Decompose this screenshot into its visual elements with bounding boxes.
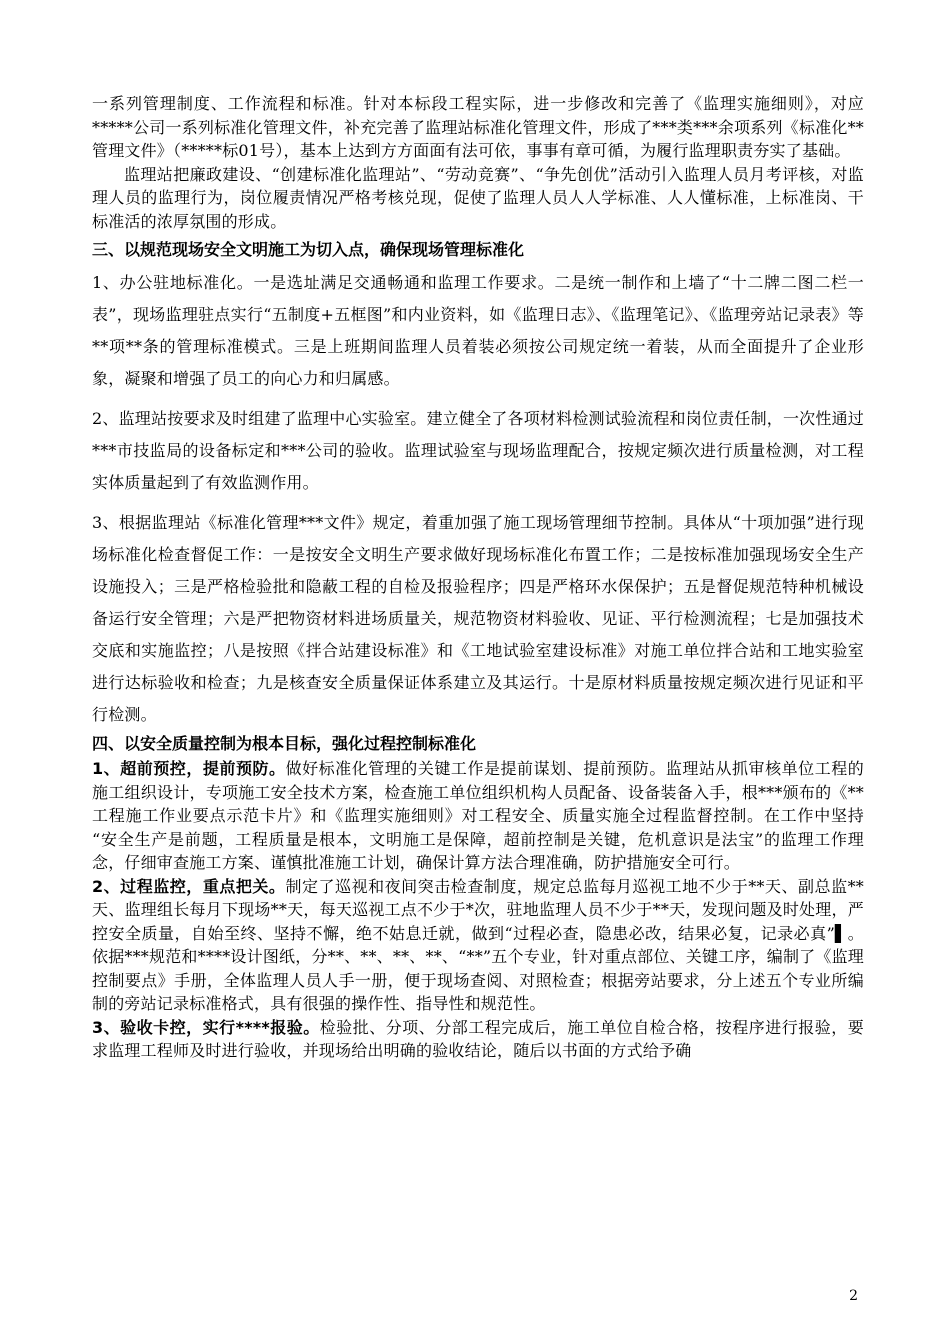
paragraph-office-standardization: 1、办公驻地标准化。一是选址满足交通畅通和监理工作要求。二是统一制作和上墙了“十二牌二图二栏一表”，现场监理驻点实行“五制度+五框图”和内业资料，如《监理日志》、《监理笔记》、《监理旁站记录表》等**项**条的管理标准模式。三是上班期间监理人员着装必须按公司规定统一着装，从而全面提升了企业形象，凝聚和增强了员工的向心力和归属感。 bbox=[92, 273, 864, 388]
paragraph-acceptance-control bbox=[92, 1016, 864, 1063]
section-heading-3: 三、以规范现场安全文明施工为切入点，确保现场管理标准化 bbox=[92, 240, 525, 259]
section-heading-4: 四、以安全质量控制为根本目标，强化过程控制标准化 bbox=[92, 734, 477, 753]
paragraph-ten-strengthenings: 3、根据监理站《标准化管理***文件》规定，着重加强了施工现场管理细节控制。具体从“十项加强”进行现场标准化检查督促工作：一是按安全文明生产要求做好现场标准化布置工作；二是按标准加强现场安全生产设施投入；三是严格检验批和隐蔽工程的自检及报验程序；四是严格环水保保护；五是督促规范特种机械设备运行安全管理；六是严把物资材料进场质量关，规范物资材料验收、见证、平行检测流程；七是加强技术交底和实施监控；八是按照《拌合站建设标准》和《工地试验室建设标准》对施工单位拌合站和工地实验室进行达标验收和检查；九是核查安全质量保证体系建立及其运行。十是原材料质量按规定频次进行见证和平行检测。 bbox=[92, 513, 864, 724]
paragraph-central-lab: 2、监理站按要求及时组建了监理中心实验室。建立健全了各项材料检测试验流程和岗位责任制，一次性通过***市技监局的设备标定和***公司的验收。监理试验室与现场监理配合，按规定频次进行质量检测，对工程实体质量起到了有效监测作用。 bbox=[92, 409, 864, 492]
paragraph-integrity-building: 监理站把廉政建设、“创建标准化监理站”、“劳动竞赛”、“争先创优”活动引入监理人员月考评核，对监理人员的监理行为，岗位履责情况严格考核兑现，促使了监理人员人人学标准、人人懂标准，上标准岗、干标准活的浓厚氛围的形成。 bbox=[92, 164, 864, 231]
paragraph-lead: 2、过程监控，重点把关。 bbox=[92, 876, 286, 896]
paragraph-body: 制定了巡视和夜间突击检查制度，规定总监每月巡视工地不少于**天、副总监**天、监理组长每月下现场**天，每天巡视工点不少于*次，驻地监理人员不少于**天，发现问题及时处理，严控安全质量，自始至终、坚持不懈，绝不姑息迁就，做到“过程必查，隐患必改，结果必复，记录必真”▌。依据***规范和****设计图纸，分**、**、**、**、“**”五个专业，针对重点部位、关键工序，编制了《监理控制要点》手册，全体监理人员人手一册，便于现场查阅、对照检查；根据旁站要求，分上述五个专业所编制的旁站记录标准格式，具有很强的操作性、指导性和规范性。 bbox=[92, 876, 864, 1013]
document-page bbox=[92, 92, 864, 1063]
paragraph-management-system: 一系列管理制度、工作流程和标准。针对本标段工程实际，进一步修改和完善了《监理实施细则》，对应*****公司一系列标准化管理文件，补充完善了监理站标准化管理文件，形成了***类***余项系列《标准化**管理文件》（*****标01号），基本上达到方方面面有法可依，事事有章可循，为履行监理职责夯实了基础。 bbox=[92, 94, 864, 160]
paragraph-lead: 1、超前预控，提前预防。 bbox=[92, 759, 286, 778]
paragraph-lead: 3、验收卡控，实行****报验。 bbox=[92, 1017, 320, 1037]
paragraph-body: 做好标准化管理的关键工作是提前谋划、提前预防。监理站从抓审核单位工程的施工组织设计，专项施工安全技术方案，检查施工单位组织机构人员配备、设备装备入手，根***颁布的《**工程施工作业要点示范卡片》和《监理实施细则》对工程安全、质量实施全过程监督控制。在工作中坚持 “安全生产是前题，工程质量是根本，文明施工是保障，超前控制是关键，危机意识是法宝”的监理工作理念，仔细审查施工方案、谨慎批准施工计划，确保计算方法合理准确，防护措施安全可行。 bbox=[92, 759, 864, 872]
paragraph-advance-control bbox=[92, 757, 864, 875]
page-number: 2 bbox=[849, 1288, 858, 1304]
paragraph-process-monitoring bbox=[92, 875, 864, 1016]
paragraph-body: 检验批、分项、分部工程完成后，施工单位自检合格，按程序进行报验，要求监理工程师及时进行验收，并现场给出明确的验收结论，随后以书面的方式给予确 bbox=[92, 1017, 864, 1060]
